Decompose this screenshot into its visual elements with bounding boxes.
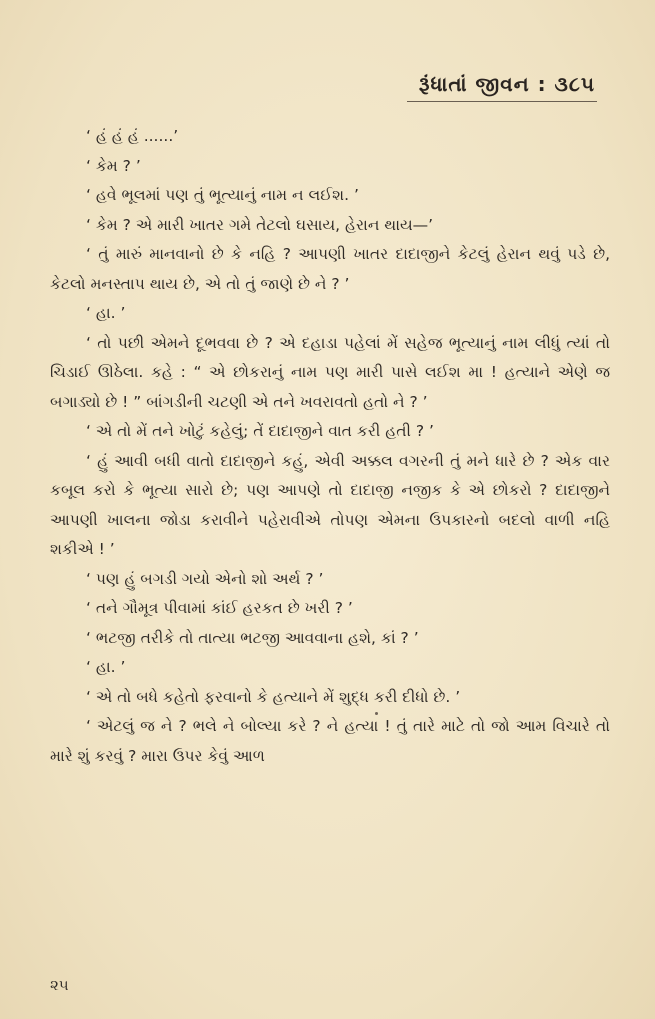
paragraph: ‘ હા. ’ bbox=[86, 658, 126, 676]
paragraph: ‘ એ તો મેં તને ખોટું કહેલું; તેં દાદાજીને વાત કરી હતી ? ’ bbox=[86, 422, 434, 440]
paragraph: ‘ કેમ ? ’ bbox=[86, 156, 141, 175]
paragraph: ‘ કેમ ? એ મારી ખાતર ગમે તેટલો ઘસાય, હેરાન થાય—’ bbox=[86, 215, 434, 234]
paper-speck bbox=[375, 712, 378, 715]
header-underline bbox=[407, 101, 597, 102]
paragraph: ‘ તો પછી એમને દૂભવવા છે ? એ દહાડા પહેલાં મેં સહેજ ભૂત્યાનું નામ લીધું ત્યાં તો ચિડાઈ ઊઠેલા. કહે : “ એ છોકરાનું નામ પણ મારી પાસે લઈશ મા ! હત્યાને એણે જ બગાડ્યો છે ! ” બાંગડીની ચટણી એ તને ખવરાવતો હતો ને ? ’ bbox=[50, 333, 610, 411]
paragraph: ‘ તને ગૌમૂત્ર પીવામાં કાંઈ હરકત છે ખરી ? ’ bbox=[86, 599, 353, 617]
paragraph: ‘ હા. ’ bbox=[86, 304, 126, 322]
paragraph: ‘ તું મારું માનવાનો છે કે નહિ ? આપણી ખાતર દાદાજીને કેટલું હેરાન થવું પડે છે, કેટલો મનસ્તાપ થાય છે, એ તો તું જાણે છે ને ? ’ bbox=[50, 245, 610, 293]
paragraph: ‘ હું આવી બધી વાતો દાદાજીને કહું, એવી અક્કલ વગરની તું મને ધારે છે ? એક વાર કબૂલ કરો કે ભૂત્યા સારો છે; પણ આપણે તો દાદાજી નજીક કે એ છોકરો ? દાદાજીને આપણી ખાલના જોડા કરાવીને પહેરાવીએ તોપણ એમના ઉપકારનો બદલો વાળી નહિ શકીએ ! ’ bbox=[50, 451, 610, 558]
paragraph: ‘ એ તો બધે કહેતો ફરવાનો કે હત્યાને મેં શુદ્ધ કરી દીધો છે. ’ bbox=[86, 687, 461, 706]
paragraph: ‘ હં હં હં ......’ bbox=[86, 127, 179, 145]
paragraph: ‘ પણ હું બગડી ગયો એનો શો અર્થ ? ’ bbox=[86, 569, 324, 588]
paragraph: ‘ હવે ભૂલમાં પણ તું ભૂત્યાનું નામ ન લઈશ. ’ bbox=[86, 186, 359, 204]
body-text bbox=[50, 122, 610, 771]
signature-mark: ૨૫ bbox=[50, 976, 69, 994]
paragraph: ‘ ભટજી તરીકે તો તાત્યા ભટજી આવવાના હશે, કાં ? ’ bbox=[86, 628, 419, 647]
running-header: રૂંધાતાં જીવન : ૩૮૫ bbox=[418, 72, 595, 96]
paragraph: ‘ એટલું જ ને ? ભલે ને બોલ્યા કરે ? ને હત્યા ! તું તારે માટે તો જો આમ વિચારે તો મારે શું કરવું ? મારા ઉપર કેવું આળ bbox=[50, 717, 610, 765]
